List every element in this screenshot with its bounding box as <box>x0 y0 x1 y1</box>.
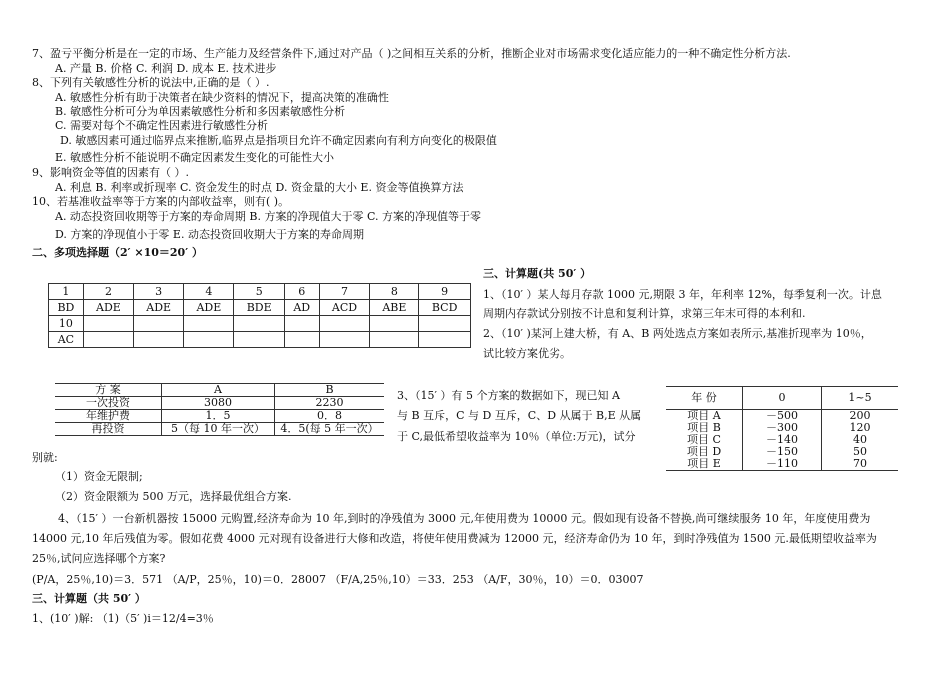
answer-row-10 <box>49 316 471 332</box>
answer-cell: BDE <box>234 300 284 316</box>
calc1-line1: 1、（10′ ）某人每月存款 1000 元,期限 3 年，年利率 12%，每季复利一次。计息 <box>483 288 882 301</box>
answer-num: 4 <box>184 284 234 300</box>
plan-table-header <box>55 384 384 397</box>
calc3-line3: 于 C,最低希望收益率为 10％（单位:万元)，试分 <box>397 430 636 443</box>
answer-cell: BD <box>49 300 84 316</box>
answer-cell: AD <box>284 300 319 316</box>
section3-title-bottom: 三、计算题（共 50′ ） <box>32 592 146 605</box>
plan-table <box>55 383 384 436</box>
calc3-sub1: （1）资金无限制; <box>55 470 143 483</box>
proj-col-0: 0 <box>743 387 822 410</box>
answer-row-letters <box>49 300 471 316</box>
proj-row-label: 项目 D <box>686 445 722 458</box>
answer-num: 2 <box>83 284 133 300</box>
q8-option-b: B. 敏感性分析可分为单因素敏感性分析和多因素敏感性分析 <box>55 105 346 118</box>
plan-cell: 4．5(每 5 年一次） <box>275 423 385 436</box>
project-table <box>666 386 898 471</box>
calc3-sub2: （2）资金限额为 500 万元，选择最优组合方案. <box>55 490 292 503</box>
answer-cell: ADE <box>134 300 184 316</box>
q8-option-d: D. 敏感因素可通过临界点来推断,临界点是指项目允许不确定因素向有利方向变化的极限值 <box>60 134 497 147</box>
q8-option-c: C. 需要对每个不确定性因素进行敏感性分析 <box>55 119 269 132</box>
proj-col-1-5: 1~5 <box>822 387 899 410</box>
q8-option-a: A. 敏感性分析有助于决策者在缺少资料的情况下，提高决策的准确性 <box>55 91 389 104</box>
plan-cell: 5（每 10 年一次） <box>162 423 275 436</box>
answer-cell: AC <box>49 332 84 348</box>
plan-table-row <box>55 397 384 410</box>
answer-num: 9 <box>419 284 471 300</box>
plan-cell: 0．8 <box>275 410 385 423</box>
answer-table <box>48 283 471 348</box>
proj-cell: －150 <box>743 446 822 458</box>
proj-cell: 40 <box>822 434 899 446</box>
q9-options: A. 利息 B. 利率或折现率 C. 资金发生的时点 D. 资金量的大小 E. 资金等值换算方法 <box>55 181 464 194</box>
plan-row-label: 一次投资 <box>55 397 162 410</box>
section3-title-right: 三、计算题(共 50′ ） <box>483 267 592 280</box>
proj-col-year: 年 份 <box>666 387 743 410</box>
answer-cell: ACD <box>319 300 370 316</box>
project-table-header <box>666 387 898 410</box>
calc3-line1: 3、（15′ ）有 5 个方案的数据如下，现已知 A <box>397 389 620 402</box>
q8-stem: 8、下列有关敏感性分析的说法中,正确的是（ ）. <box>32 76 270 89</box>
calc1-line2: 周期内存款试分别按不计息和复利计算，求第三年末可得的本利和. <box>483 307 806 320</box>
plan-table-row <box>55 410 384 423</box>
plan-cell: 3080 <box>162 397 275 410</box>
plan-row-label: 年维护费 <box>55 410 162 423</box>
answer-num: 6 <box>284 284 319 300</box>
proj-cell: 50 <box>822 446 899 458</box>
q9-stem: 9、影响资金等值的因素有（ ）. <box>32 166 189 179</box>
answer-num: 8 <box>370 284 419 300</box>
proj-row-label: 项目 C <box>687 433 721 446</box>
calc4-line1: 4、（15′ ）一台新机器按 15000 元购置,经济寿命为 10 年,到时的净残值为 3000 元,年使用费为 10000 元。假如现有设备不替换,尚可继续服务 10 年，年度使用费为 <box>58 512 871 525</box>
q7-options: A. 产量 B. 价格 C. 利润 D. 成本 E. 技术进步 <box>55 62 277 75</box>
answer-num: 3 <box>134 284 184 300</box>
proj-row-label: 项目 A <box>687 409 721 422</box>
q7-stem: 7、盈亏平衡分析是在一定的市场、生产能力及经营条件下,通过对产品（ )之间相互关系的分析，推断企业对市场需求变化适应能力的一种不确定性分析方法. <box>32 47 791 60</box>
answer-cell: ADE <box>184 300 234 316</box>
q8-option-e: E. 敏感性分析不能说明不确定因素发生变化的可能性大小 <box>55 151 335 164</box>
proj-row-label: 项目 B <box>687 421 721 434</box>
answer-cell: BCD <box>419 300 471 316</box>
answer-cell: ABE <box>370 300 419 316</box>
section2-title: 二、多项选择题（2′ ×10＝20′ ） <box>32 246 203 259</box>
calc2-line2: 试比较方案优劣。 <box>483 347 571 360</box>
factors-line: (P/A，25％,10)＝3．571 （A/P，25％，10)＝0．28007 （F/A,25％,10）＝33．253 （A/F，30％，10）＝0．03007 <box>32 573 644 586</box>
proj-cell: －300 <box>743 422 822 434</box>
calc2-line1: 2、（10′ )某河上建大桥，有 A、B 两处选点方案如表所示,基准折现率为 10％， <box>483 327 872 340</box>
solution1: 1、(10′ )解: （1)（5′ )i＝12/4=3％ <box>32 612 214 625</box>
proj-cell: 70 <box>822 458 899 471</box>
q10-options-line2: D. 方案的净现值小于零 E. 动态投资回收期大于方案的寿命周期 <box>55 228 364 241</box>
plan-col-b: B <box>275 384 385 397</box>
plan-cell: 1．5 <box>162 410 275 423</box>
q10-options-line1: A. 动态投资回收期等于方案的寿命周期 B. 方案的净现值大于零 C. 方案的净现值等于零 <box>55 210 482 223</box>
proj-cell: 200 <box>822 410 899 423</box>
calc4-line3: 25％,试问应选择哪个方案? <box>32 552 166 565</box>
answer-row-10-answer <box>49 332 471 348</box>
plan-col-label: 方 案 <box>55 384 162 397</box>
answer-num: 7 <box>319 284 370 300</box>
proj-row-label: 项目 E <box>666 458 743 471</box>
plan-col-a: A <box>162 384 275 397</box>
proj-cell: －500 <box>743 410 822 423</box>
project-table-row <box>666 458 898 471</box>
proj-cell: －140 <box>743 434 822 446</box>
proj-cell: 120 <box>822 422 899 434</box>
plan-table-row <box>55 423 384 436</box>
plan-row-label: 再投资 <box>55 423 162 436</box>
answer-num: 1 <box>49 284 84 300</box>
plan-cell: 2230 <box>275 397 385 410</box>
calc4-line2: 14000 元,10 年后残值为零。假如花费 4000 元对现有设备进行大修和改造，将使年使用费减为 12000 元，经济寿命仍为 10 年，到时净残值为 1500 元.最低期望收益率为 <box>32 532 877 545</box>
q10-stem: 10、若基准收益率等于方案的内部收益率，则有( )。 <box>32 195 290 208</box>
answer-num: 5 <box>234 284 284 300</box>
answer-num: 10 <box>49 316 84 332</box>
answer-row-numbers <box>49 284 471 300</box>
calc3-line2: 与 B 互斥，C 与 D 互斥，C、D 从属于 B,E 从属 <box>397 409 642 422</box>
proj-cell: －110 <box>743 458 822 471</box>
calc3-tail: 别就: <box>32 451 58 464</box>
answer-cell: ADE <box>83 300 133 316</box>
